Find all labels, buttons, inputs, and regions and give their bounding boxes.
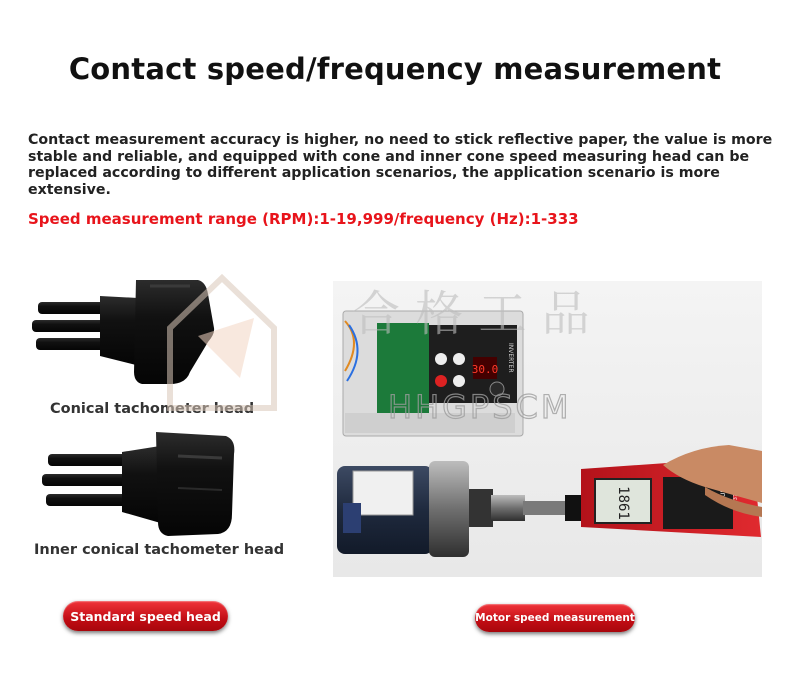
conical-head-label: Conical tachometer head	[50, 401, 255, 417]
watermark	[162, 258, 632, 438]
page-title: Contact speed/frequency measurement	[68, 52, 722, 86]
inner-conical-head-label: Inner conical tachometer head	[34, 542, 285, 558]
watermark-chars: 合 格 工 品	[352, 286, 590, 342]
watermark-text: HHGPSCM	[388, 388, 572, 426]
speed-range-text: Speed measurement range (RPM):1-19,999/frequency (Hz):1-333	[28, 210, 579, 228]
inverter-label: INVERTER	[507, 343, 514, 373]
motor-speed-measurement-button[interactable]	[475, 604, 635, 632]
standard-speed-head-label: Standard speed head	[70, 608, 221, 624]
intro-paragraph: Contact measurement accuracy is higher, no need to stick reflective paper, the value is more stable and reliable, and equipped with cone and inner cone speed measuring head can be replaced according to different application scenarios, the application scenario is more extensive.	[28, 132, 773, 198]
meter-model: UT373	[733, 490, 739, 507]
standard-speed-head-button[interactable]	[63, 601, 228, 631]
inner-conical-head-image	[38, 428, 243, 540]
meter-display: 1861	[615, 486, 631, 520]
motor-speed-measurement-label: Motor speed measurement	[475, 612, 635, 624]
inverter-display: 30.0	[471, 363, 499, 376]
